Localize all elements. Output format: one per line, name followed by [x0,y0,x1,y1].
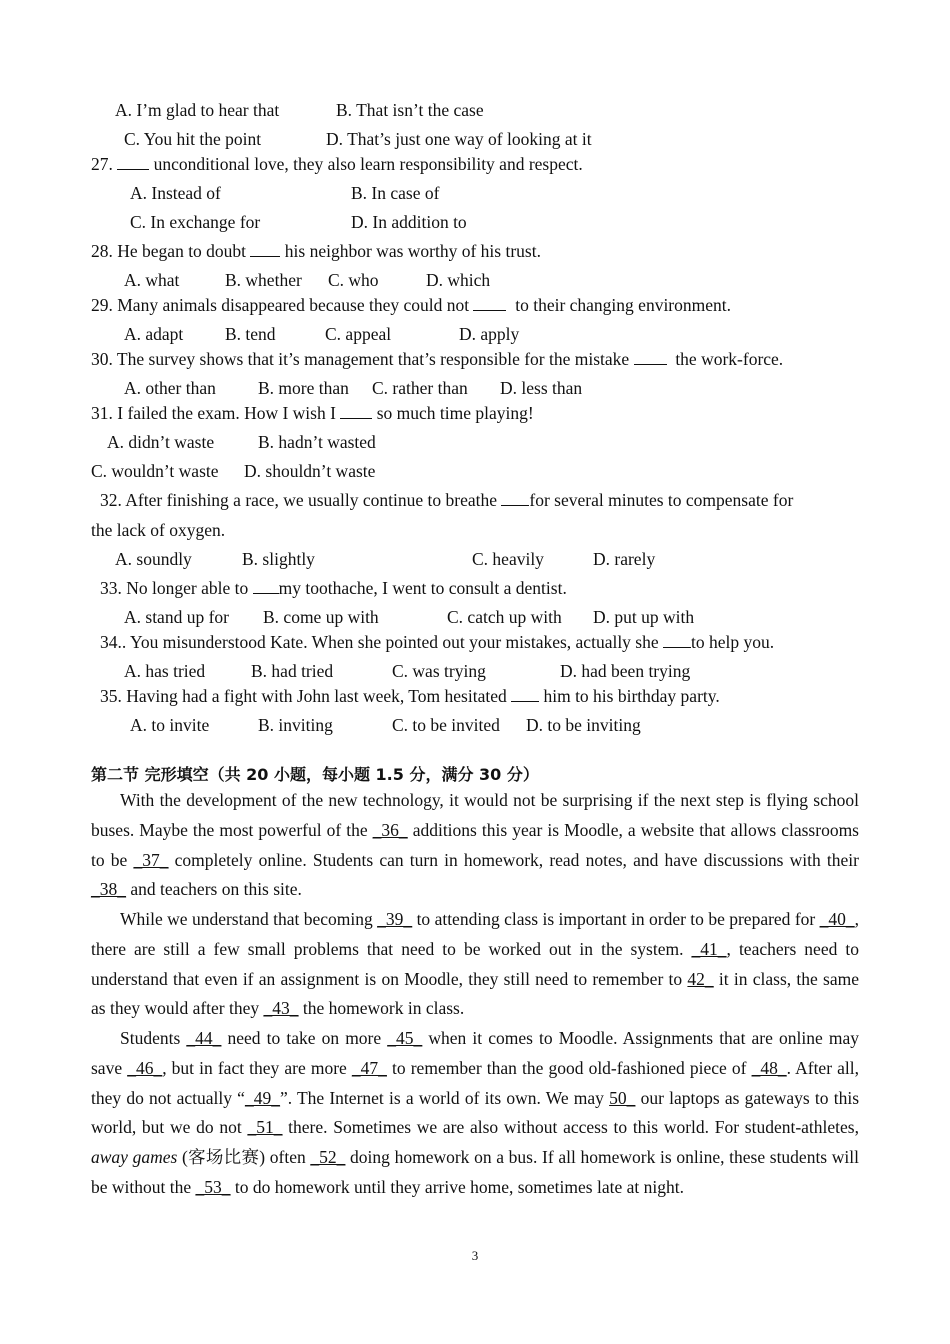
blank-46: _46_ [127,1057,163,1078]
q26-option-a: A. I’m glad to hear that [115,100,280,120]
q33-option-d: D. put up with [593,607,695,627]
q30-option-b: B. more than [258,378,349,398]
question-text: him to his birthday party. [543,686,720,706]
page-number: 3 [471,1248,479,1263]
away-games-term: away games [91,1147,178,1168]
blank-49: _49_ [244,1087,280,1108]
blank-51: _51_ [247,1117,283,1138]
question-text: 28. He began to doubt [91,241,247,261]
question-text: to help you. [691,632,775,652]
q30-option-a: A. other than [124,378,216,398]
blank-36: _36_ [372,819,408,840]
question-28 [91,240,541,262]
q26-option-c: C. You hit the point [124,129,262,149]
question-text: 31. I failed the exam. How I wish I [91,403,336,423]
q26-option-b: B. That isn’t the case [336,100,484,120]
question-27 [91,153,583,175]
q34-option-d: D. had been trying [560,661,691,681]
question-text: 30. The survey shows that it’s management that’s responsible for the mistake [91,349,630,369]
question-text: 34.. You misunderstood Kate. When she pointed out your mistakes, actually she [100,632,659,652]
section-heading: 第二节 完形填空（共 20 小题，每小题 1.5 分，满分 30 分） [91,765,539,784]
question-35 [100,685,720,707]
blank-50: 50_ [609,1087,636,1108]
blank-47: _47_ [351,1057,387,1078]
answer-blank [340,404,372,419]
q30-option-d: D. less than [500,378,583,398]
passage-paragraph-3: Students _44_ need to take on more _45_ when it comes to Moodle. Assignments that are online may save _46_, but in fact they are more _47_ to remember than the good old-fashioned piece of _48_. After all, they do not actually “_49_”. The Internet is a world of its own. We may 50_ our laptops as gateways to this world, but we do not _51_ there. Sometimes we are also without access to this world. For student-athletes, away games (客场比赛) often _52_ doing homework on a bus. If all homework is online, these students will be without the _53_ to do homework until they arrive home, sometimes late at night. [91,1028,860,1197]
question-30 [91,348,783,370]
q31-option-d: D. shouldn’t waste [244,461,376,481]
q27-option-b: B. In case of [351,183,440,203]
answer-blank [117,155,149,170]
q33-option-a: A. stand up for [124,607,229,627]
blank-37: _37_ [133,849,169,870]
q30-option-c: C. rather than [372,378,468,398]
question-34 [100,631,774,653]
question-text: to their changing environment. [515,295,731,315]
question-text: unconditional love, they also learn responsibility and respect. [153,154,583,174]
question-31 [91,402,534,424]
blank-40: _40_ [819,909,855,929]
blank-42: 42_ [687,968,714,989]
answer-blank [501,491,529,506]
question-32-line2: the lack of oxygen. [91,520,226,540]
blank-41: _41_ [691,938,727,959]
question-32 [100,489,793,511]
q35-option-c: C. to be invited [392,715,500,735]
question-text: my toothache, I went to consult a dentist. [278,578,567,598]
q33-option-c: C. catch up with [447,607,562,627]
q27-option-d: D. In addition to [351,212,467,232]
q33-option-b: B. come up with [263,607,379,627]
blank-48: _48_ [751,1057,787,1078]
question-text: his neighbor was worthy of his trust. [284,241,541,261]
q32-option-b: B. slightly [242,549,315,569]
q29-option-c: C. appeal [325,324,392,344]
passage-paragraph-2: While we understand that becoming _39_ to attending class is important in order to be prepared for _40_, there are still a few small problems that need to be worked out in the system. _41_, teachers need to understand that even if an assignment is on Moodle, they still need to remember to 42_ it in class, the same as they would after they _43_ the homework in class. [91,909,859,1019]
blank-43: _43_ [263,998,299,1019]
question-29 [91,294,731,316]
q32-option-a: A. soundly [115,549,192,569]
q27-option-c: C. In exchange for [130,212,261,232]
passage-paragraph-1: With the development of the new technology, it would not be surprising if the next step is flying school buses. Maybe the most powerful of the _36_ additions this year is Moodle, a website that allows classrooms to be _37_ completely online. Students can turn in homework, read notes, and have discussions with their _38_ and teachers on this site. [91,790,859,900]
q28-option-b: B. whether [225,270,302,290]
question-text: 35. Having had a fight with John last week, Tom hesitated [100,686,507,706]
answer-blank [253,579,279,594]
question-text: 32. After finishing a race, we usually continue to breathe [100,490,498,510]
answer-blank [511,687,539,702]
question-text: 29. Many animals disappeared because they could not [91,295,470,315]
q34-option-a: A. has tried [124,661,206,681]
answer-blank [663,633,691,648]
q32-option-d: D. rarely [593,549,656,569]
question-33 [100,577,567,599]
blank-52: _52_ [310,1147,346,1168]
q35-option-b: B. inviting [258,715,333,735]
q29-option-a: A. adapt [124,324,184,344]
q32-option-c: C. heavily [472,549,544,569]
question-text: so much time playing! [376,403,534,423]
answer-blank [250,242,280,257]
blank-44: _44_ [186,1028,222,1048]
q34-option-c: C. was trying [392,661,486,681]
question-number: 27. [91,154,113,174]
question-text: 33. No longer able to [100,578,249,598]
q31-option-c: C. wouldn’t waste [91,461,219,481]
q29-option-b: B. tend [225,324,276,344]
q35-option-d: D. to be inviting [526,715,641,735]
q34-option-b: B. had tried [251,661,334,681]
blank-53: _53_ [195,1176,231,1197]
blank-38: _38_ [91,879,126,900]
question-text: for several minutes to compensate for [529,490,794,510]
blank-39: _39_ [377,909,413,929]
q27-option-a: A. Instead of [130,183,221,203]
q35-option-a: A. to invite [130,715,210,735]
q29-option-d: D. apply [459,324,520,344]
q26-option-d: D. That’s just one way of looking at it [326,129,592,149]
answer-blank [634,350,667,365]
blank-45: _45_ [387,1028,423,1048]
answer-blank [473,296,506,311]
q28-option-a: A. what [124,270,180,290]
question-text: the work-force. [675,349,784,369]
q31-option-a: A. didn’t waste [107,432,215,452]
q28-option-c: C. who [328,270,379,290]
q28-option-d: D. which [426,270,491,290]
q31-option-b: B. hadn’t wasted [258,432,376,452]
